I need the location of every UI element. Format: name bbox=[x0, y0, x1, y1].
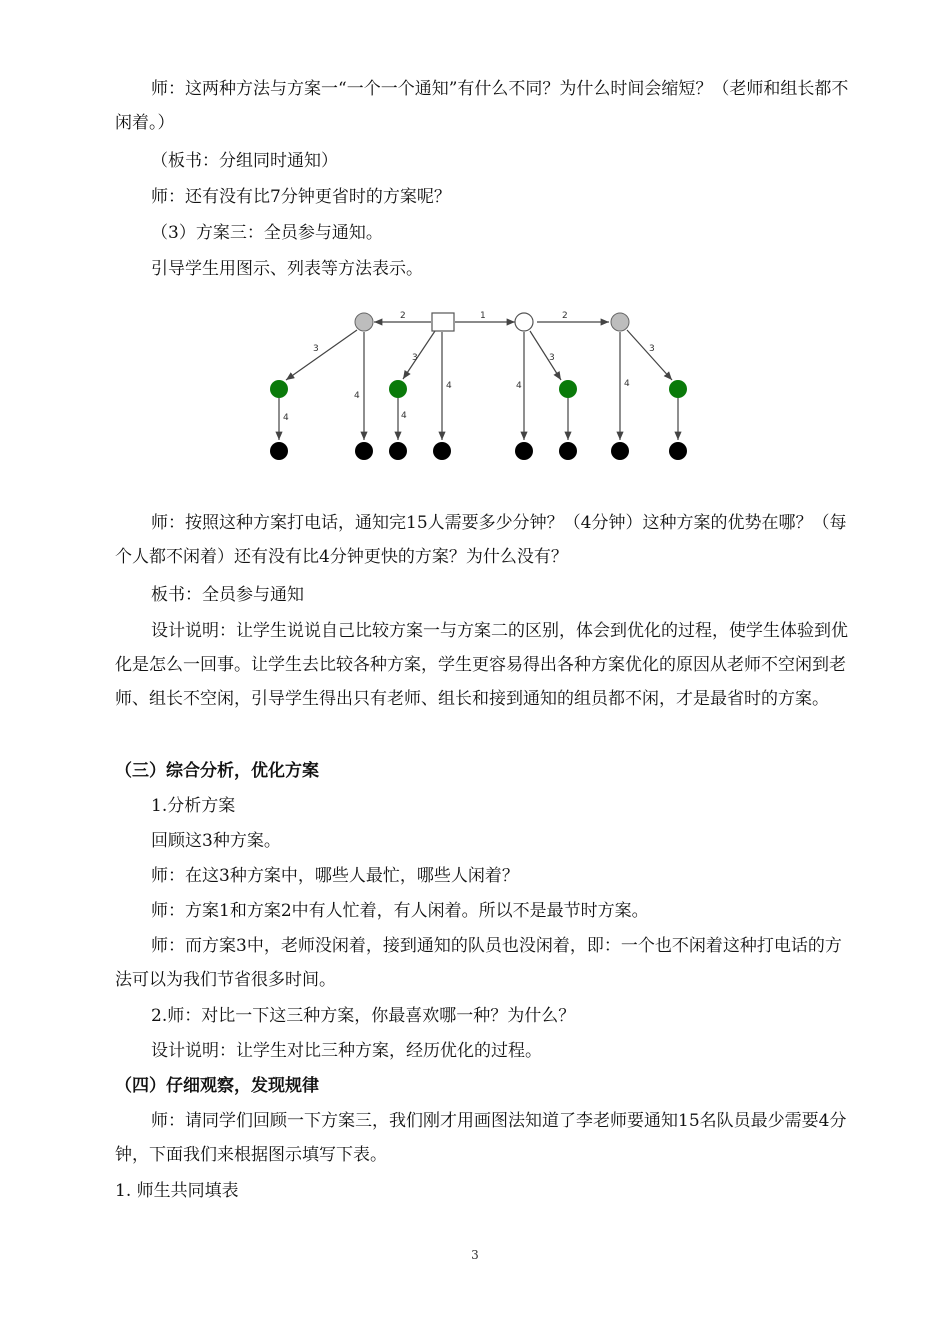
edge-label: 1 bbox=[480, 311, 486, 321]
edge-label: 2 bbox=[562, 311, 568, 321]
node-black bbox=[515, 442, 533, 460]
edge-label: 4 bbox=[401, 411, 407, 421]
edge-label: 2 bbox=[400, 311, 406, 321]
paragraph: 引导学生用图示、列表等方法表示。 bbox=[151, 259, 423, 279]
paragraph: 设计说明：让学生说说自己比较方案一与方案二的区别，体会到优化的过程，使学生体验到优化是怎么一回事。让学生去比较各种方案，学生更容易得出各种方案优化的原因从老师不空闲到老师、组长不空闲，引导学生得出只有老师、组长和接到通知的组员都不闲，才是最省时的方案。 bbox=[115, 621, 848, 709]
node-green bbox=[389, 380, 407, 398]
node-gray bbox=[355, 313, 373, 331]
node-black bbox=[270, 442, 288, 460]
edge-label: 3 bbox=[649, 344, 655, 354]
edge-label: 4 bbox=[624, 379, 630, 389]
page-number: 3 bbox=[471, 1248, 479, 1262]
edge-label: 4 bbox=[283, 413, 289, 423]
paragraph: 师：在这3种方案中，哪些人最忙，哪些人闲着？ bbox=[151, 866, 519, 886]
paragraph: 1.分析方案 bbox=[151, 796, 236, 816]
node-black bbox=[669, 442, 687, 460]
node-gray bbox=[611, 313, 629, 331]
node-green bbox=[669, 380, 687, 398]
edge-label: 4 bbox=[516, 381, 522, 391]
paragraph: （3）方案三：全员参与通知。 bbox=[151, 223, 383, 243]
edge-label: 3 bbox=[313, 344, 319, 354]
paragraph: 师：而方案3中，老师没闲着，接到通知的队员也没闲着，即：一个也不闲着这种打电话的方法可以为我们节省很多时间。 bbox=[115, 936, 842, 990]
paragraph: 板书：全员参与通知 bbox=[151, 585, 304, 605]
node-white bbox=[515, 313, 533, 331]
paragraph: 回顾这3种方案。 bbox=[151, 831, 281, 851]
section-heading: （三）综合分析，优化方案 bbox=[115, 761, 319, 781]
teacher-node bbox=[432, 313, 454, 331]
edge-label: 3 bbox=[549, 353, 555, 363]
edge-label: 4 bbox=[446, 381, 452, 391]
edge-label: 4 bbox=[354, 391, 360, 401]
node-green bbox=[559, 380, 577, 398]
paragraph: （板书：分组同时通知） bbox=[151, 151, 338, 171]
section-heading: （四）仔细观察，发现规律 bbox=[115, 1076, 319, 1096]
paragraph: 1. 师生共同填表 bbox=[115, 1181, 239, 1201]
node-black bbox=[611, 442, 629, 460]
paragraph: 师：按照这种方案打电话，通知完15人需要多少分钟？（4分钟）这种方案的优势在哪？（每个人都不闲着）还有没有比4分钟更快的方案？为什么没有？ bbox=[115, 513, 847, 567]
paragraph: 师：还有没有比7分钟更省时的方案呢？ bbox=[151, 187, 451, 207]
calling-tree-diagram bbox=[0, 300, 950, 490]
node-black bbox=[433, 442, 451, 460]
paragraph: 师：方案1和方案2中有人忙着，有人闲着。所以不是最节时方案。 bbox=[151, 901, 649, 921]
node-black bbox=[559, 442, 577, 460]
paragraph: 师：请同学们回顾一下方案三，我们刚才用画图法知道了李老师要通知15名队员最少需要4分钟，下面我们来根据图示填写下表。 bbox=[115, 1111, 847, 1165]
node-black bbox=[355, 442, 373, 460]
node-green bbox=[270, 380, 288, 398]
node-black bbox=[389, 442, 407, 460]
paragraph: 设计说明：让学生对比三种方案，经历优化的过程。 bbox=[151, 1041, 542, 1061]
edge-label: 3 bbox=[412, 353, 418, 363]
paragraph: 师：这两种方法与方案一“一个一个通知”有什么不同？为什么时间会缩短？（老师和组长都不闲着。） bbox=[115, 79, 849, 133]
paragraph: 2.师：对比一下这三种方案，你最喜欢哪一种？为什么？ bbox=[151, 1006, 576, 1026]
